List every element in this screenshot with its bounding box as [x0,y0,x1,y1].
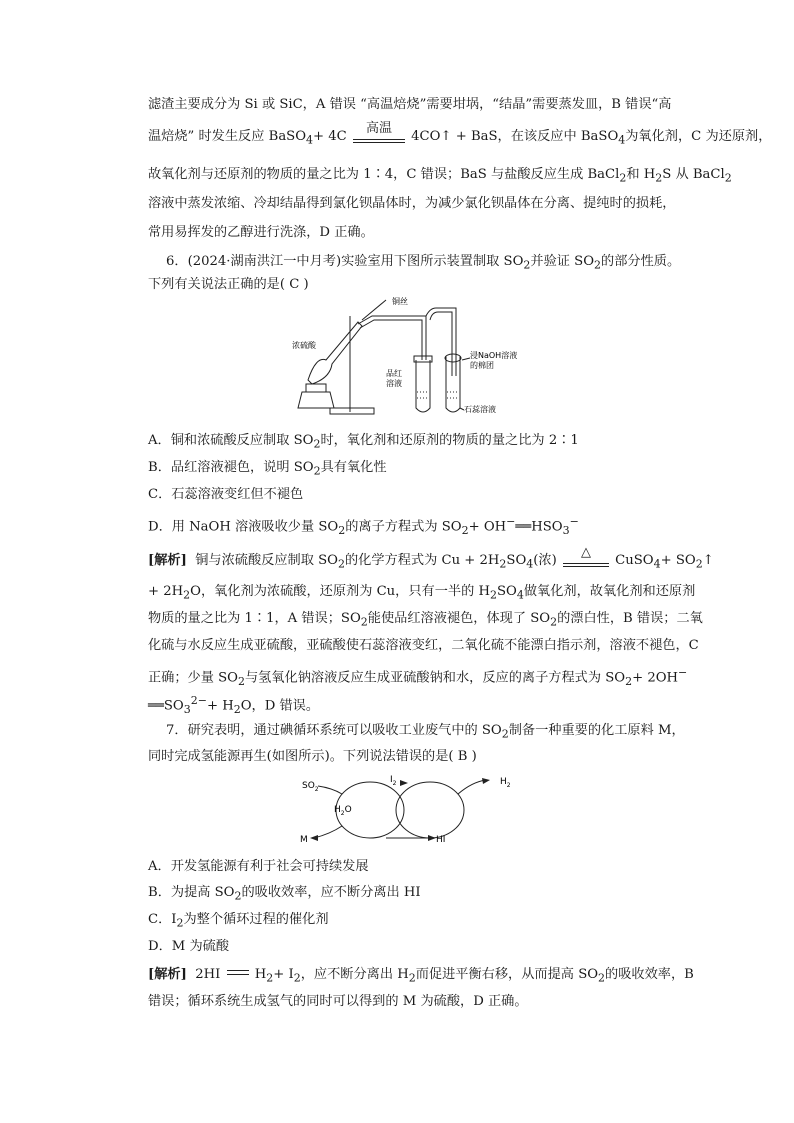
option-d: D．M 为硫酸 [148,939,230,954]
option-c: C．$I_2$为整个循环过程的催化剂 [148,912,329,930]
option-a: A．铜和浓硫酸反应制取 $SO_2$时，氧化剂和还原剂的物质的量之比为 2∶1 [148,433,579,451]
reaction-condition: 高温 [351,128,407,146]
explanation-line: 正确；少量 $SO_2$与氢氧化钠溶液反应生成亚硫酸钠和水，反应的离子方程式为 $SO_2+ 2OH^-$ [148,666,688,689]
text-line: 常用易挥发的乙醇进行洗涤，D 正确。 [148,225,374,240]
text-line: 滤渣主要成分为 Si 或 SiC，A 错误 “高温焙烧”需要坩埚，“结晶”需要蒸发皿，B 错误“高 [148,97,672,112]
question-7-stem: 7．研究表明，通过碘循环系统可以吸收工业废气中的 $SO_2$制备一种重要的化工原料 M， [166,723,685,741]
heating-condition: △ [561,552,611,570]
label-so2: $SO_2$ [302,781,319,793]
label-acid: 浓硫酸 [292,341,316,350]
equilibrium-arrow [225,968,251,978]
question-6-stem: 6．(2024·湖南洪江一中月考)实验室用下图所示装置制取 $SO_2$并验证 $SO_2$的部分性质。 [166,254,681,272]
label-m: M [300,835,308,845]
option-c: C．石蕊溶液变红但不褪色 [148,487,304,502]
option-b: B．品红溶液褪色，说明 $SO_2$具有氧化性 [148,460,387,478]
explanation-line: 物质的量之比为 1∶1，A 错误；$SO_2$能使品红溶液褪色，体现了 $SO_2$的漂白性，B 错误；二氧 [148,611,703,629]
explanation-line: 化硫与水反应生成亚硫酸，亚硫酸使石蕊溶液变红，二氧化硫不能漂白指示剂，溶液不褪色，C [148,638,699,653]
option-b: B．为提高 $SO_2$的吸收效率，应不断分离出 HI [148,885,421,903]
label-i2: $I_2$ [390,775,397,787]
label-h2: $H_2$ [500,777,511,789]
iodine-cycle-figure [290,772,520,846]
text-line: 温焙烧” 时发生反应 BaSO$_4$+ 4C 高温 4CO↑ + BaS，在该反应中 BaSO$_4$为氧化剂，C 为还原剂， [148,121,772,147]
label-copper: 铜丝 [392,297,408,306]
text-line: 溶液中蒸发浓缩、冷却结晶得到氯化钡晶体时，为减少氯化钡晶体在分离、提纯时的损耗， [148,196,676,211]
label-pinhong: 品红 [386,369,402,378]
explanation-line: [解析] 铜与浓硫酸反应制取 $SO_2$的化学方程式为 $Cu + 2H_2SO_4$(浓) △ CuSO$_4$+ $SO_2↑$ [148,545,714,571]
label-naoh: 浸NaOH溶液 [470,351,518,360]
explanation-line: $══SO_3^{2-}+ H_2O$，D 错误。 [148,694,320,717]
option-d: D．用 NaOH 溶液吸收少量 $SO_2$的离子方程式为 $SO_2+$ $OH^-══HSO_3^-$ [148,515,579,538]
label-litmus: 石蕊溶液 [464,405,496,414]
question-6-stem: 下列有关说法正确的是( C ) [148,277,309,292]
explanation-line: + $2H_2O$，氧化剂为浓硫酸，还原剂为 Cu，只有一半的 $H_2SO_4$做氧化剂，故氧化剂和还原剂 [148,584,696,602]
text-line: 故氧化剂与还原剂的物质的量之比为 1∶4，C 错误；BaS 与盐酸反应生成 BaCl$_2$和 $H_2S$ 从 BaCl$_2$ [148,167,732,185]
label-naoh: 的棉团 [470,361,494,370]
question-7-stem: 同时完成氢能源再生(如图所示)。下列说法错误的是( B ) [148,749,477,764]
explanation-line: 错误；循环系统生成氢气的同时可以得到的 M 为硫酸，D 正确。 [148,994,528,1009]
explanation-line: [解析] 2HI $H_2+ I_2$，应不断分离出 $H_2$而促进平衡右移，从而提高 $SO_2$的吸收效率，B [148,967,694,985]
label-h2o: $H_2O$ [334,805,352,817]
apparatus-figure [280,296,520,422]
label-pinhong: 溶液 [386,379,402,388]
label-hi: HI [436,835,446,845]
option-a: A．开发氢能源有利于社会可持续发展 [148,859,369,874]
